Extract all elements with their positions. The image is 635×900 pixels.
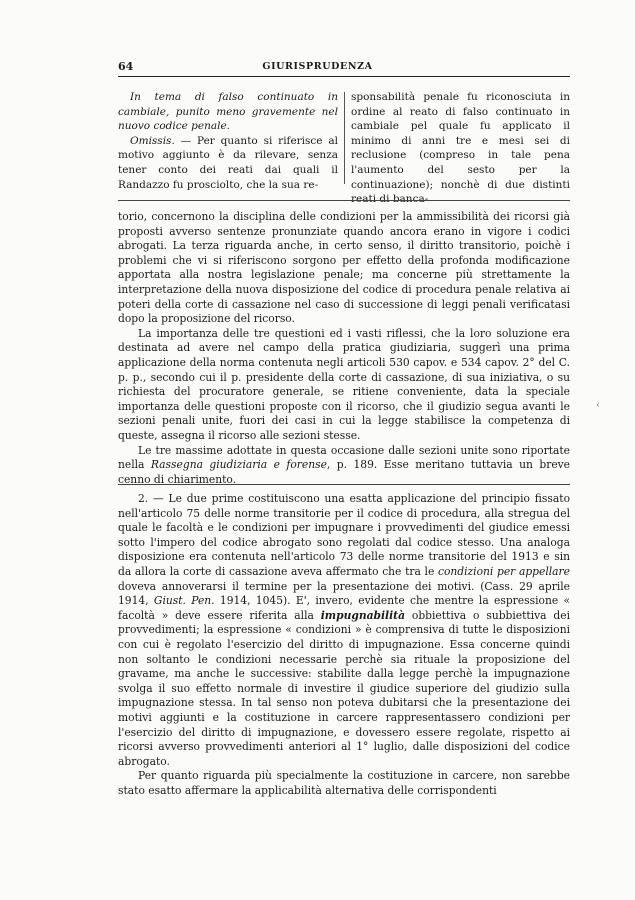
journal-title: Rassegna giudiziaria e forense: [150, 458, 327, 472]
text: Le tre massime adottate in questa occasione dalle sezioni unite sono riportate nella: [118, 443, 570, 472]
italic-term: impugnabilità: [320, 608, 406, 622]
case-heading-text: In tema di falso continuato in cambiale, punito meno gravemente nel nuovo codice penale.: [118, 91, 338, 133]
section-rule-2: [118, 484, 570, 485]
omissis-word: Omissis.: [130, 134, 175, 147]
paragraph: torio, concernono la disciplina delle condizioni per la ammissibilità dei ricorsi già proposti avverso sentenze pronunziate quando ancora erano in vigore i codici abrogati. La terza riguarda anche, in certo senso, il diritto transitorio, poichè i problemi che vi si riferiscono sorgono per effetto della profonda modificazione apportata alla nostra legislazione penale; ma concerne più strettamente la interpretazione della nuova disposizione del codice di procedura penale relativa ai poteri della corte di cassazione nel caso di successione di leggi penali verificatasi dopo la proposizione del ricorso.: [118, 210, 570, 326]
left-column-paragraph: [118, 134, 338, 192]
italic-term: condizioni per appellare: [437, 564, 570, 578]
text: 2. — Le due prime costituiscono una esatta applicazione del principio fissato nell'articolo 75 delle norme transitorie per il codice di procedura, alla stregua del quale le facoltà e le condizioni per impugnare i provvedimenti del giudice emessi sotto l'impero del codice abrogato sono regolati dal codice stesso. Una analoga disposizione era contenuta nell'articolo 73 delle norme transitorie del 1913 e sin da allora la corte di cassazione aveva affermato che tra le: [118, 492, 570, 578]
journal-abbrev: Giust. Pen.: [153, 594, 215, 608]
running-title: GIURISPRUDENZA: [262, 61, 373, 72]
paragraph: [118, 444, 570, 488]
section-rule: [118, 200, 570, 201]
section-2: [118, 492, 570, 798]
paragraph: Per quanto riguarda più specialmente la costituzione in carcere, non sarebbe stato esatto affermare la applicabilità alternativa delle corrispondenti: [118, 769, 570, 797]
paragraph: La importanza delle tre questioni ed i vasti riflessi, che la loro soluzione era destinata ad avere nel campo della pratica giudiziaria, suggerì una prima applicazione della norma contenuta negli articoli 530 capov. e 534 capov. 2° del C. p. p., secondo cui il p. presidente della corte di cassazione, di sua iniziativa, o su richiesta del procuratore generale, se ritiene conveniente, data la speciale importanza delle questioni proposte con il ricorso, che il giudizio segua avanti le sezioni penali unite, fuori dei casi in cui la legge stabilisce la competenza di queste, assegna il ricorso alle sezioni stesse.: [118, 326, 570, 442]
right-column: [351, 90, 570, 207]
left-column-text: — Per quanto si riferisce al motivo aggiunto è da rilevare, senza tener conto dei reati dai quali il Randazzo fu prosciolto, che la sua re-: [118, 134, 338, 191]
page-number: 64: [118, 60, 134, 73]
text: 1914, 1045). E', invero, evidente che mentre la espressione « facoltà » deve essere riferita alla: [118, 594, 571, 622]
right-column-text: sponsabilità penale fu riconosciuta in ordine al reato di falso continuato in cambiale pel quale fu applicato il minimo di anni tre e mesi sei di reclusione (compreso in tale pena l'aumento del sesto per la continuazione); nonchè di due distinti reati di banca-: [351, 91, 570, 206]
left-column: [118, 90, 338, 192]
case-heading: [118, 90, 338, 134]
text: doveva annoverarsi il termine per la presentazione dei motivi. (Cass. 29 aprile 1914,: [118, 579, 570, 608]
margin-mark: ‹: [596, 400, 600, 411]
text: , p. 189. Esse meritano tuttavia un breve cenno di chiarimento.: [118, 458, 571, 486]
body-text: [118, 210, 570, 487]
paragraph: [118, 492, 570, 769]
column-divider: [344, 92, 345, 184]
header-rule: [118, 76, 570, 77]
text: obbiettiva o subbiettiva dei provvedimenti; la espressione « condizioni » è comprensiva di tutte le disposizioni con cui è regolato l'esercizio del diritto di impugnazione. Essa concerne quindi non soltanto le condizioni necessarie perchè sia rituale la proposizione del gravame, ma anche le successive: stabilite dalla legge perchè la impugnazione svolga il suo effetto normale di investire il giudice superiore del giudizio sulla impugnazione stessa. In tal senso non poteva dubitarsi che la presentazione dei motivi aggiunti e la costituzione in carcere rappresentassero condizioni per l'esercizio del diritto di impugnazione, e dovessero essere regolate, rispetto ai ricorsi avverso provvedimenti anteriori al 1° luglio, dalle disposizioni del codice abrogato.: [118, 608, 570, 768]
